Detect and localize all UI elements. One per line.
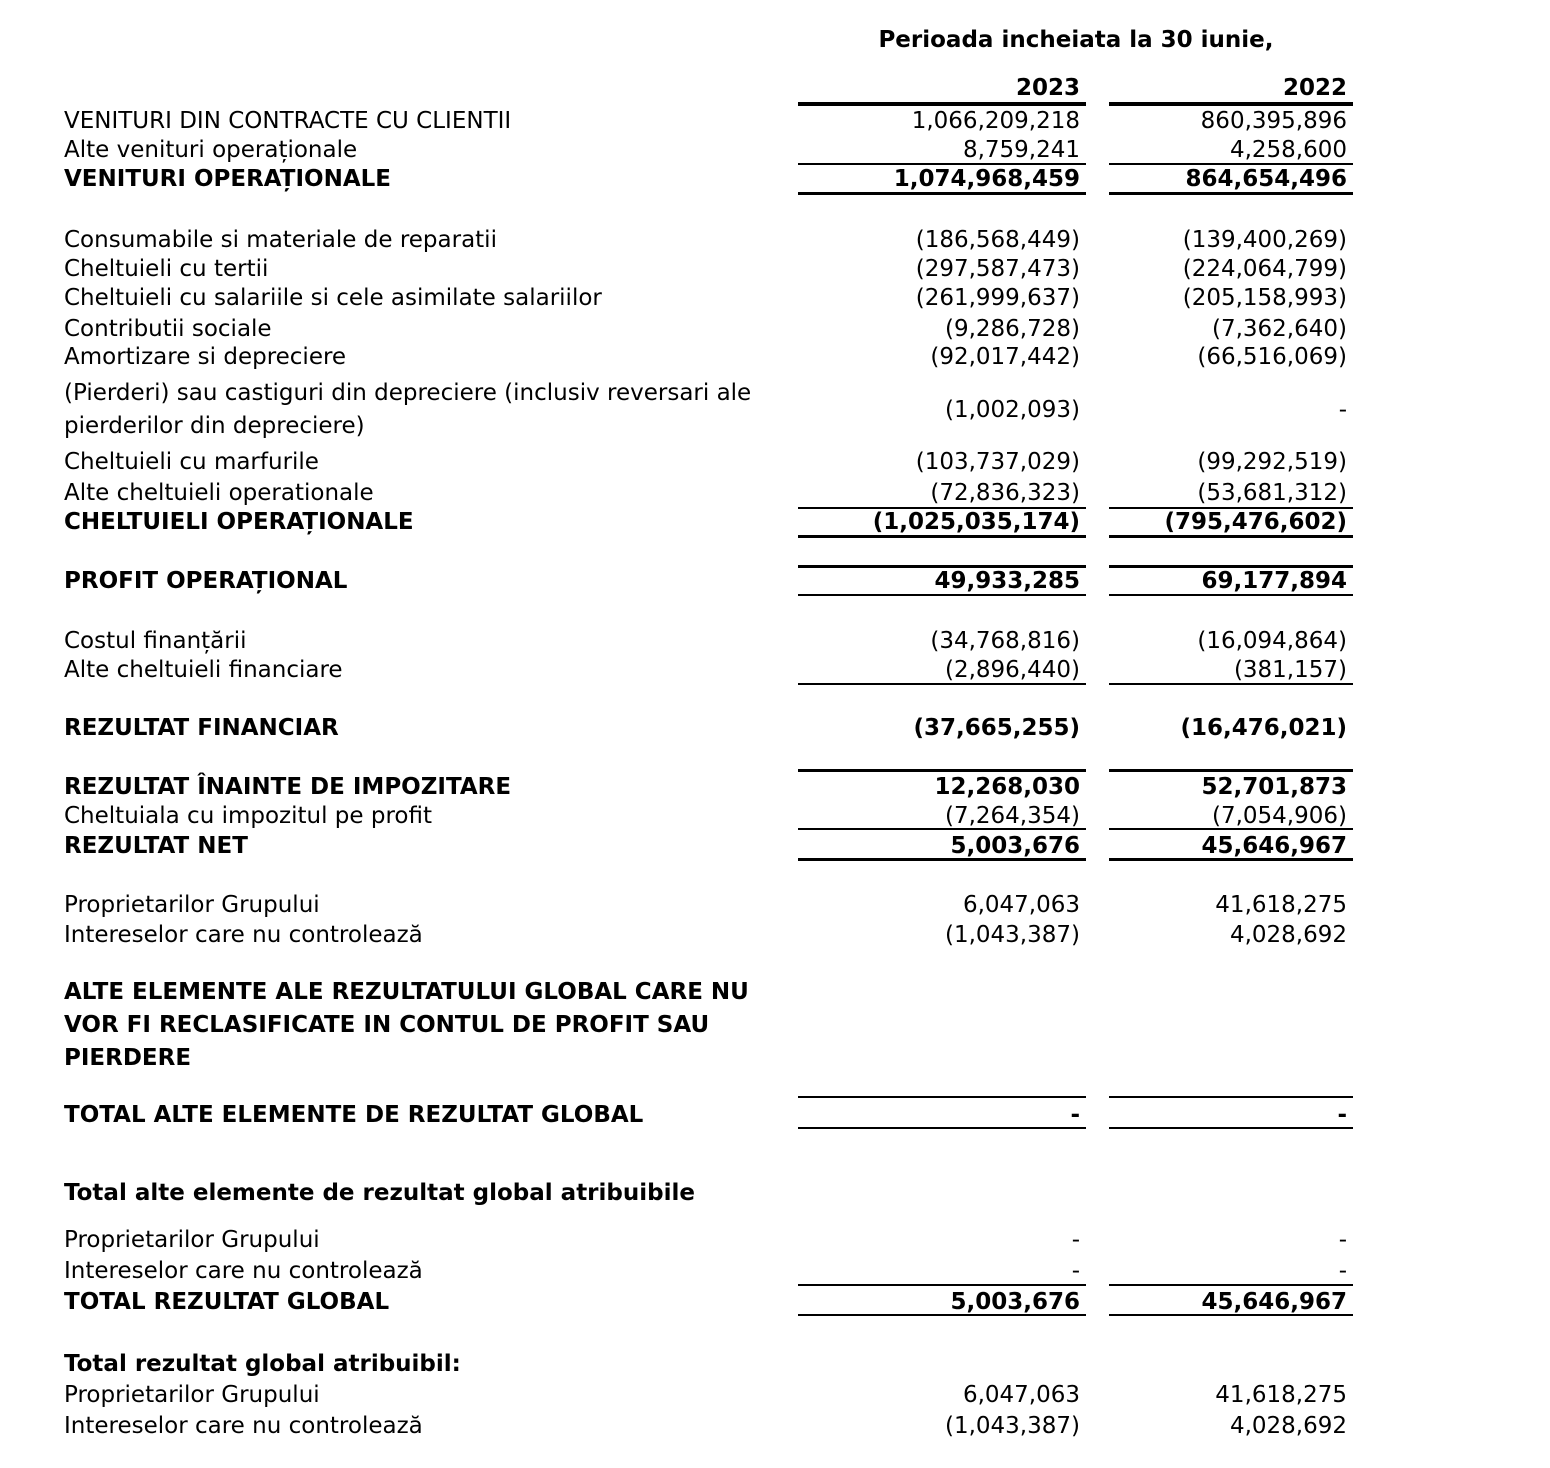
value-2023: (92,017,442) [930, 344, 1080, 370]
value-2022: (795,476,602) [1164, 509, 1347, 535]
underline-rule [1109, 828, 1353, 830]
row-label: Costul finanțării [64, 628, 247, 654]
value-2022: - [1338, 1227, 1347, 1253]
value-2023: (261,999,637) [915, 285, 1080, 311]
value-2023: (34,768,816) [930, 628, 1080, 654]
row-label: Intereselor care nu controlează [64, 1258, 423, 1284]
row-label: Cheltuieli cu tertii [64, 256, 269, 282]
value-2022: (16,476,021) [1180, 715, 1347, 741]
underline-rule [798, 594, 1086, 596]
value-2022: (139,400,269) [1182, 227, 1347, 253]
row-label: Total alte elemente de rezultat global atribuibile [64, 1180, 695, 1206]
value-2023: (9,286,728) [944, 316, 1080, 342]
underline-rule [798, 1284, 1086, 1286]
value-2022: 45,646,967 [1201, 1289, 1347, 1315]
value-2022: 41,618,275 [1215, 1382, 1347, 1408]
value-2022: 860,395,896 [1200, 108, 1347, 134]
underline-rule [798, 535, 1086, 538]
value-2023: (1,043,387) [944, 1413, 1080, 1439]
underline-rule [1109, 535, 1353, 538]
value-2022: - [1338, 1258, 1347, 1284]
underline-rule [798, 1314, 1086, 1316]
underline-rule [798, 507, 1086, 509]
underline-rule [798, 192, 1086, 195]
value-2022: 69,177,894 [1201, 568, 1347, 594]
row-label: REZULTAT NET [64, 833, 248, 859]
value-2023: (1,043,387) [944, 922, 1080, 948]
value-2022: (53,681,312) [1197, 480, 1347, 506]
value-2022: (381,157) [1233, 657, 1347, 683]
underline-rule [1109, 192, 1353, 195]
value-2023: (297,587,473) [915, 256, 1080, 282]
value-2023: (1,025,035,174) [872, 509, 1080, 535]
row-label: Contributii sociale [64, 316, 272, 342]
column-header-2022: 2022 [1109, 74, 1353, 106]
value-2022: 864,654,496 [1185, 166, 1347, 192]
value-2023: - [1071, 1227, 1080, 1253]
row-label: Cheltuieli cu marfurile [64, 449, 319, 475]
row-label: TOTAL REZULTAT GLOBAL [64, 1289, 390, 1315]
value-2022: (7,054,906) [1211, 803, 1347, 829]
value-2023: 1,066,209,218 [911, 108, 1080, 134]
underline-rule [798, 163, 1086, 165]
value-2022: 52,701,873 [1201, 774, 1347, 800]
value-2023: (103,737,029) [915, 449, 1080, 475]
underline-rule [798, 565, 1086, 568]
row-label: Proprietarilor Grupului [64, 1227, 320, 1253]
value-2023: 49,933,285 [934, 568, 1080, 594]
row-label: Total rezultat global atribuibil: [64, 1351, 461, 1377]
underline-rule [798, 1127, 1086, 1129]
value-2023: (7,264,354) [944, 803, 1080, 829]
row-label: PROFIT OPERAȚIONAL [64, 568, 348, 594]
row-label: VENITURI OPERAȚIONALE [64, 166, 392, 192]
column-header-2023: 2023 [798, 74, 1086, 106]
row-label: Alte cheltuieli operationale [64, 480, 374, 506]
underline-rule [798, 828, 1086, 830]
value-2022: (7,362,640) [1211, 316, 1347, 342]
value-2022: 4,028,692 [1229, 922, 1347, 948]
value-2023: (72,836,323) [930, 480, 1080, 506]
value-2022: 45,646,967 [1201, 833, 1347, 859]
value-2023: - [1070, 1102, 1080, 1128]
row-label: Amortizare si depreciere [64, 344, 347, 370]
value-2023: - [1071, 1258, 1080, 1284]
underline-rule [798, 683, 1086, 685]
row-label: Proprietarilor Grupului [64, 892, 320, 918]
value-2022: (99,292,519) [1197, 449, 1347, 475]
value-2022: 41,618,275 [1215, 892, 1347, 918]
value-2023: 8,759,241 [962, 137, 1080, 163]
row-label: Intereselor care nu controlează [64, 1413, 423, 1439]
underline-rule [1109, 1314, 1353, 1316]
row-label: ALTE ELEMENTE ALE REZULTATULUI GLOBAL CARE NU VOR FI RECLASIFICATE IN CONTUL DE PROFIT SAU PIERDERE [64, 979, 749, 1071]
underline-rule [1109, 858, 1353, 861]
row-label: REZULTAT ÎNAINTE DE IMPOZITARE [64, 774, 512, 800]
row-label: REZULTAT FINANCIAR [64, 715, 339, 741]
period-heading: Perioada incheiata la 30 iunie, [878, 27, 1274, 53]
value-2023: 5,003,676 [950, 1289, 1080, 1315]
row-label: Intereselor care nu controlează [64, 922, 423, 948]
underline-rule [1109, 565, 1353, 568]
value-2022: 4,258,600 [1229, 137, 1347, 163]
value-2023: 6,047,063 [962, 892, 1080, 918]
value-2023: (2,896,440) [944, 657, 1080, 683]
value-2023: (186,568,449) [915, 227, 1080, 253]
value-2022: (205,158,993) [1182, 285, 1347, 311]
value-2022: - [1337, 1102, 1347, 1128]
row-label: Cheltuiala cu impozitul pe profit [64, 803, 432, 829]
value-2023: 1,074,968,459 [893, 166, 1080, 192]
row-label: VENITURI DIN CONTRACTE CU CLIENTII [64, 108, 512, 134]
value-2023: 6,047,063 [962, 1382, 1080, 1408]
underline-rule [1109, 594, 1353, 596]
row-label: Alte cheltuieli financiare [64, 657, 343, 683]
underline-rule [1109, 683, 1353, 685]
value-2022: 4,028,692 [1229, 1413, 1347, 1439]
underline-rule [1109, 1127, 1353, 1129]
underline-rule [1109, 1284, 1353, 1286]
underline-rule [798, 858, 1086, 861]
row-label: Proprietarilor Grupului [64, 1382, 320, 1408]
value-2022: (66,516,069) [1197, 344, 1347, 370]
row-label: TOTAL ALTE ELEMENTE DE REZULTAT GLOBAL [64, 1102, 644, 1128]
value-2022: - [1338, 397, 1347, 423]
row-label: Cheltuieli cu salariile si cele asimilate salariilor [64, 285, 602, 311]
value-2022: (224,064,799) [1182, 256, 1347, 282]
underline-rule [798, 769, 1086, 772]
row-label: (Pierderi) sau castiguri din depreciere (inclusiv reversari ale pierderilor din depreciere) [64, 380, 752, 439]
value-2023: 5,003,676 [950, 833, 1080, 859]
value-2023: (37,665,255) [913, 715, 1080, 741]
value-2023: (1,002,093) [944, 397, 1080, 423]
row-label: Consumabile si materiale de reparatii [64, 227, 497, 253]
value-2023: 12,268,030 [934, 774, 1080, 800]
underline-rule [1109, 507, 1353, 509]
value-2022: (16,094,864) [1197, 628, 1347, 654]
row-label: CHELTUIELI OPERAȚIONALE [64, 509, 414, 535]
underline-rule [1109, 1096, 1353, 1098]
row-label: Alte venituri operaționale [64, 137, 358, 163]
underline-rule [1109, 769, 1353, 772]
underline-rule [798, 1096, 1086, 1098]
underline-rule [1109, 163, 1353, 165]
